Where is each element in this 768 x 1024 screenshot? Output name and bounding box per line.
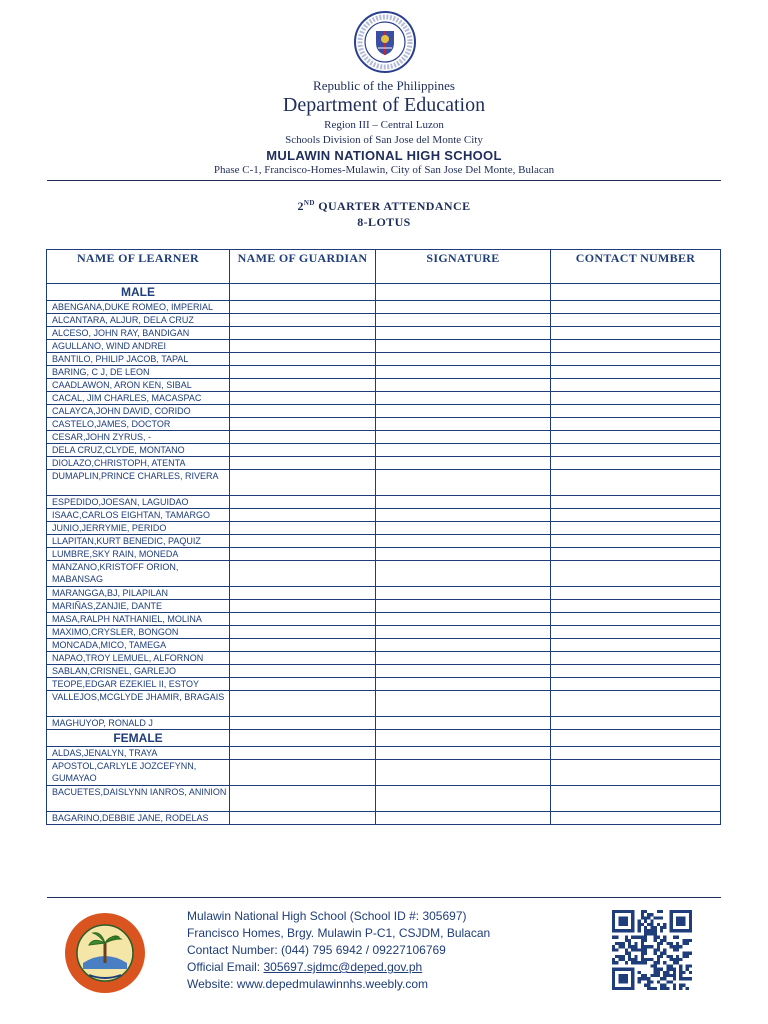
guardian-cell[interactable] [230,327,376,340]
guardian-cell[interactable] [230,509,376,522]
learner-row [47,418,721,431]
learner-name: LLAPITAN,KURT BENEDIC, PAQUIZ [47,535,230,548]
learner-row [47,626,721,639]
contact-cell[interactable] [551,418,721,431]
learner-name: ISAAC,CARLOS EIGHTAN, TAMARGO [47,509,230,522]
guardian-cell[interactable] [230,470,376,496]
signature-cell[interactable] [376,470,551,496]
contact-cell[interactable] [551,392,721,405]
learner-row [47,405,721,418]
learner-row [47,340,721,353]
learner-name: TEOPE,EDGAR EZEKIEL II, ESTOY [47,678,230,691]
signature-cell[interactable] [376,431,551,444]
qr-code-icon [611,910,693,990]
learner-name: ALCESO, JOHN RAY, BANDIGAN [47,327,230,340]
empty-cell [376,284,551,301]
contact-cell[interactable] [551,431,721,444]
signature-cell[interactable] [376,600,551,613]
guardian-cell[interactable] [230,340,376,353]
empty-cell [230,284,376,301]
learner-row [47,366,721,379]
signature-cell[interactable] [376,613,551,626]
section-name: 8-LOTUS [357,215,411,229]
department-heading: Department of Education [282,94,486,116]
learner-row [47,470,721,496]
contact-cell[interactable] [551,535,721,548]
learner-row [47,812,721,825]
empty-cell [376,730,551,747]
signature-cell[interactable] [376,327,551,340]
signature-cell[interactable] [376,691,551,717]
contact-cell[interactable] [551,747,721,760]
contact-cell[interactable] [551,340,721,353]
learner-name: ESPEDIDO,JOESAN, LAGUIDAO [47,496,230,509]
learner-row [47,561,721,587]
signature-cell[interactable] [376,626,551,639]
contact-cell[interactable] [551,405,721,418]
guardian-cell[interactable] [230,786,376,812]
learner-row [47,522,721,535]
learner-row [47,786,721,812]
learner-row [47,760,721,786]
learner-name: MARIÑAS,ZANJIE, DANTE [47,600,230,613]
table-body [47,284,721,825]
learner-name: BAGARINO,DEBBIE JANE, RODELAS [47,812,230,825]
contact-cell[interactable] [551,379,721,392]
signature-cell[interactable] [376,314,551,327]
footer-divider [47,897,721,898]
learner-name: ALDAS,JENALYN, TRAYA [47,747,230,760]
signature-cell[interactable] [376,301,551,314]
quarter-number: 2 [297,199,304,213]
learner-row [47,652,721,665]
contact-cell[interactable] [551,496,721,509]
learner-name: DIOLAZO,CHRISTOPH, ATENTA [47,457,230,470]
email-link[interactable]: 305697.sjdmc@deped.gov.ph [263,960,423,974]
deped-seal-logo [347,10,423,74]
guardian-cell[interactable] [230,548,376,561]
learner-name: CASTELO,JAMES, DOCTOR [47,418,230,431]
guardian-cell[interactable] [230,587,376,600]
learner-name: ALCANTARA, ALJUR, DELA CRUZ [47,314,230,327]
footer-email-line [187,959,422,976]
learner-name: APOSTOL,CARLYLE JOZCEFYNN, GUMAYAO [47,760,230,786]
learner-name: MAGHUYOP, RONALD J [47,717,230,730]
learner-name: CALAYCA,JOHN DAVID, CORIDO [47,405,230,418]
learner-name: MARANGGA,BJ, PILAPILAN [47,587,230,600]
guardian-cell[interactable] [230,613,376,626]
guardian-cell[interactable] [230,691,376,717]
quarter-ordinal: ND [303,199,315,207]
contact-cell[interactable] [551,786,721,812]
learner-name: CAADLAWON, ARON KEN, SIBAL [47,379,230,392]
contact-cell[interactable] [551,509,721,522]
signature-cell[interactable] [376,405,551,418]
learner-row [47,691,721,717]
signature-cell[interactable] [376,535,551,548]
attendance-table [46,249,721,825]
guardian-cell[interactable] [230,392,376,405]
guardian-cell[interactable] [230,812,376,825]
learner-name: MAXIMO,CRYSLER, BONGON [47,626,230,639]
guardian-cell[interactable] [230,652,376,665]
contact-cell[interactable] [551,353,721,366]
learner-row [47,314,721,327]
contact-cell[interactable] [551,600,721,613]
learner-row [47,613,721,626]
signature-cell[interactable] [376,509,551,522]
region-line: Region III – Central Luzon [324,119,444,131]
learner-row [47,431,721,444]
guardian-cell[interactable] [230,665,376,678]
footer-website: Website: www.depedmulawinnhs.weebly.com [187,977,429,991]
contact-cell[interactable] [551,327,721,340]
division-line: Schools Division of San Jose del Monte City [285,134,483,146]
learner-name: MANZANO,KRISTOFF ORION, MABANSAG [47,561,230,587]
guardian-cell[interactable] [230,522,376,535]
header-divider [47,180,721,181]
contact-cell[interactable] [551,301,721,314]
male-section-label: MALE [47,284,230,301]
contact-cell[interactable] [551,717,721,730]
female-section-label: FEMALE [47,730,230,747]
guardian-cell[interactable] [230,301,376,314]
contact-cell[interactable] [551,522,721,535]
footer-address: Francisco Homes, Brgy. Mulawin P-C1, CSJDM, Bulacan [187,926,491,940]
learner-name: BARING, C J, DE LEON [47,366,230,379]
contact-cell[interactable] [551,812,721,825]
male-section-row [47,284,721,301]
footer-school-id: Mulawin National High School (School ID #: 305697) [187,909,467,923]
signature-cell[interactable] [376,379,551,392]
guardian-cell[interactable] [230,600,376,613]
learner-row [47,496,721,509]
empty-cell [551,730,721,747]
signature-cell[interactable] [376,457,551,470]
learner-row [47,301,721,314]
guardian-cell[interactable] [230,366,376,379]
empty-cell [230,730,376,747]
guardian-cell[interactable] [230,457,376,470]
col-header-signature: SIGNATURE [376,250,551,284]
signature-cell[interactable] [376,392,551,405]
guardian-cell[interactable] [230,639,376,652]
signature-cell[interactable] [376,496,551,509]
signature-cell[interactable] [376,760,551,786]
learner-row [47,327,721,340]
quarter-title-rest: QUARTER ATTENDANCE [314,199,471,213]
learner-name: CESAR,JOHN ZYRUS, - [47,431,230,444]
signature-cell[interactable] [376,639,551,652]
school-name: MULAWIN NATIONAL HIGH SCHOOL [266,148,502,163]
contact-cell[interactable] [551,678,721,691]
guardian-cell[interactable] [230,496,376,509]
contact-cell[interactable] [551,457,721,470]
learner-name: JUNIO,JERRYMIE, PERIDO [47,522,230,535]
guardian-cell[interactable] [230,314,376,327]
attendance-title [0,199,768,214]
guardian-cell[interactable] [230,444,376,457]
signature-cell[interactable] [376,786,551,812]
guardian-cell[interactable] [230,760,376,786]
signature-cell[interactable] [376,548,551,561]
learner-name: AGULLANO, WIND ANDREI [47,340,230,353]
learner-name: MASA,RALPH NATHANIEL, MOLINA [47,613,230,626]
signature-cell[interactable] [376,561,551,587]
signature-cell[interactable] [376,665,551,678]
learner-name: DELA CRUZ,CLYDE, MONTANO [47,444,230,457]
learner-row [47,678,721,691]
signature-cell[interactable] [376,652,551,665]
col-header-contact: CONTACT NUMBER [551,250,721,284]
guardian-cell[interactable] [230,747,376,760]
contact-cell[interactable] [551,760,721,786]
learner-name: LUMBRE,SKY RAIN, MONEDA [47,548,230,561]
contact-cell[interactable] [551,613,721,626]
guardian-cell[interactable] [230,418,376,431]
learner-name: BACUETES,DAISLYNN IANROS, ANINION [47,786,230,812]
guardian-cell[interactable] [230,431,376,444]
footer-contact-number: Contact Number: (044) 795 6942 / 09227106769 [187,943,446,957]
guardian-cell[interactable] [230,379,376,392]
contact-cell[interactable] [551,561,721,587]
signature-cell[interactable] [376,366,551,379]
learner-row [47,717,721,730]
learner-name: MONCADA,MICO, TAMEGA [47,639,230,652]
learner-row [47,665,721,678]
learner-name: SABLAN,CRISNEL, GARLEJO [47,665,230,678]
learner-name: BANTILO, PHILIP JACOB, TAPAL [47,353,230,366]
contact-cell[interactable] [551,314,721,327]
contact-cell[interactable] [551,548,721,561]
table-header-row [47,250,721,284]
learner-row [47,457,721,470]
contact-cell[interactable] [551,366,721,379]
learner-row [47,548,721,561]
signature-cell[interactable] [376,747,551,760]
email-label: Official Email: [187,960,264,974]
contact-cell[interactable] [551,691,721,717]
col-header-guardian: NAME OF GUARDIAN [230,250,376,284]
contact-cell[interactable] [551,587,721,600]
learner-row [47,379,721,392]
learner-row [47,353,721,366]
learner-row [47,639,721,652]
contact-cell[interactable] [551,652,721,665]
learner-name: DUMAPLIN,PRINCE CHARLES, RIVERA [47,470,230,496]
contact-cell[interactable] [551,639,721,652]
contact-cell[interactable] [551,444,721,457]
learner-row [47,392,721,405]
contact-cell[interactable] [551,665,721,678]
learner-name: ABENGANA,DUKE ROMEO, IMPERIAL [47,301,230,314]
signature-cell[interactable] [376,678,551,691]
learner-row [47,444,721,457]
guardian-cell[interactable] [230,353,376,366]
guardian-cell[interactable] [230,561,376,587]
col-header-learner: NAME OF LEARNER [47,250,230,284]
learner-row [47,747,721,760]
learner-row [47,587,721,600]
signature-cell[interactable] [376,812,551,825]
signature-cell[interactable] [376,444,551,457]
female-section-row [47,730,721,747]
signature-cell[interactable] [376,353,551,366]
contact-cell[interactable] [551,470,721,496]
guardian-cell[interactable] [230,405,376,418]
learner-row [47,535,721,548]
republic-heading: Republic of the Philippines [313,78,455,93]
school-logo [63,911,147,995]
learner-row [47,509,721,522]
learner-row [47,600,721,613]
guardian-cell[interactable] [230,626,376,639]
signature-cell[interactable] [376,522,551,535]
learner-name: NAPAO,TROY LEMUEL, ALFORNON [47,652,230,665]
guardian-cell[interactable] [230,535,376,548]
signature-cell[interactable] [376,587,551,600]
guardian-cell[interactable] [230,678,376,691]
learner-name: VALLEJOS,MCGLYDE JHAMIR, BRAGAIS [47,691,230,717]
signature-cell[interactable] [376,418,551,431]
learner-name: CACAL, JIM CHARLES, MACASPAC [47,392,230,405]
signature-cell[interactable] [376,717,551,730]
school-address: Phase C-1, Francisco-Homes-Mulawin, City of San Jose Del Monte, Bulacan [213,164,555,176]
contact-cell[interactable] [551,626,721,639]
guardian-cell[interactable] [230,717,376,730]
signature-cell[interactable] [376,340,551,353]
empty-cell [551,284,721,301]
